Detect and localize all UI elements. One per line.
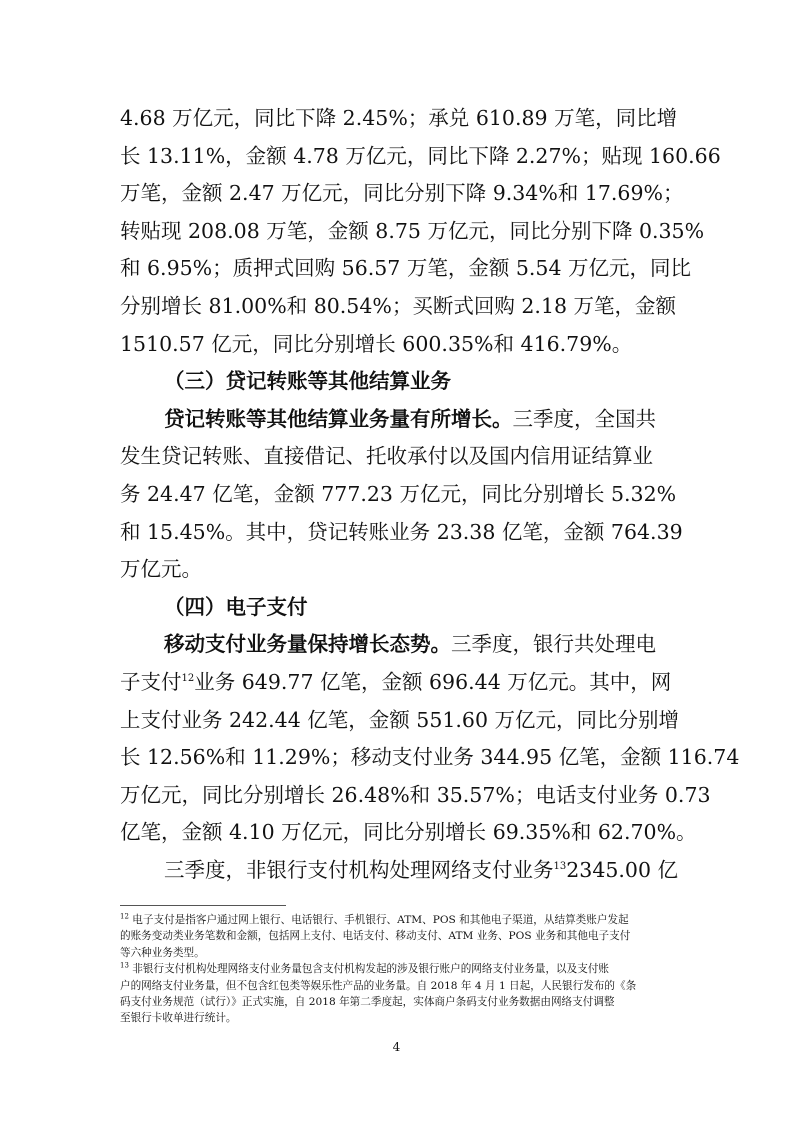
paragraph-line: 分别增长 81.00%和 80.54%；买断式回购 2.18 万笔，金额: [120, 293, 677, 318]
paragraph-line: 和 15.45%。其中，贷记转账业务 23.38 亿笔，金额 764.39: [120, 519, 683, 544]
paragraph-line: 长 12.56%和 11.29%；移动支付业务 344.95 亿笔，金额 116.74: [120, 745, 740, 770]
footnote-mark-13: 13: [120, 961, 129, 970]
paragraph-line: 和 6.95%；质押式回购 56.57 万笔，金额 5.54 万亿元，同比: [120, 256, 692, 281]
paragraph-line: 万亿元。: [120, 557, 202, 582]
footnote-13-line: 至银行卡收单进行统计。: [120, 1012, 237, 1025]
lead-sentence: 移动支付业务量保持增长态势。: [164, 632, 451, 657]
paragraph-line: [120, 626, 675, 664]
paragraph-line: 长 13.11%，金额 4.78 万亿元，同比下降 2.27%；贴现 160.66: [120, 143, 721, 168]
paragraph-line: 4.68 万亿元，同比下降 2.45%；承兑 610.89 万笔，同比增: [120, 106, 678, 130]
footnote-text: 非银行支付机构处理网络支付业务量包含支付机构发起的涉及银行账户的网络支付业务量，以及支付账: [132, 963, 610, 976]
paragraph-line: [120, 852, 679, 890]
line-text: 2345.00 亿: [566, 857, 679, 882]
paragraph-line: 亿笔，金额 4.10 万亿元，同比分别增长 69.35%和 62.70%。: [120, 820, 697, 845]
footnote-12-line: 等六种业务类型。: [120, 946, 205, 959]
paragraph-line: 上支付业务 242.44 亿笔，金额 551.60 万亿元，同比分别增: [120, 707, 680, 732]
line-text: 子支付: [120, 669, 182, 694]
section-heading-4: （四）电子支付: [164, 594, 308, 619]
line-text: 三季度，全国共: [512, 406, 656, 431]
paragraph-line: [120, 401, 675, 439]
lead-sentence: 贷记转账等其他结算业务量有所增长。: [164, 406, 513, 431]
paragraph-line: 发生贷记转账、直接借记、托收承付以及国内信用证结算业: [120, 444, 653, 469]
footnote-mark-12: 12: [120, 912, 129, 921]
footnote-13-line: 户的网络支付业务量，但不包含红包类等娱乐性产品的业务量。自 2018 年 4 月 1 日起，人民银行发布的《条: [120, 979, 637, 992]
paragraph-line: 转贴现 208.08 万笔，金额 8.75 万亿元，同比分别下降 0.35%: [120, 218, 705, 243]
footnote-divider: [120, 905, 286, 906]
footnote-13-line: 码支付业务规范（试行）》正式实施，自 2018 年第二季度起，实体商户条码支付业务数据由网络支付调整: [120, 995, 615, 1008]
footnote-12-line: 的账务变动类业务笔数和金额，包括网上支付、电话支付、移动支付、ATM 业务、POS 业务和其他电子支付: [120, 930, 631, 943]
footnote-text: 电子支付是指客户通过网上银行、电话银行、手机银行、ATM、POS 和其他电子渠道，从结算类账户发起: [132, 914, 629, 926]
footnotes: [120, 912, 675, 1027]
line-text: 三季度，银行共处理电: [451, 632, 656, 657]
footnote-ref-12[interactable]: 12: [181, 673, 195, 685]
paragraph-line: 万笔，金额 2.47 万亿元，同比分别下降 9.34%和 17.69%；: [120, 181, 684, 206]
paragraph-line: 1510.57 亿元，同比分别增长 600.35%和 416.79%。: [120, 331, 633, 356]
footnote-ref-13[interactable]: 13: [553, 861, 567, 873]
footnote-12-line: [120, 912, 675, 928]
paragraph-line: 万亿元，同比分别增长 26.48%和 35.57%；电话支付业务 0.73: [120, 782, 711, 807]
line-text: 三季度，非银行支付机构处理网络支付业务: [164, 857, 554, 882]
footnote-13-line: [120, 961, 675, 977]
line-text: 业务 649.77 亿笔，金额 696.44 万亿元。其中，网: [194, 669, 672, 694]
body-text: [120, 100, 740, 889]
paragraph-line: [120, 664, 675, 702]
paragraph-line: 务 24.47 亿笔，金额 777.23 万亿元，同比分别增长 5.32%: [120, 481, 677, 506]
page-number: 4: [392, 1040, 401, 1054]
section-heading-3: （三）贷记转账等其他结算业务: [164, 369, 451, 394]
